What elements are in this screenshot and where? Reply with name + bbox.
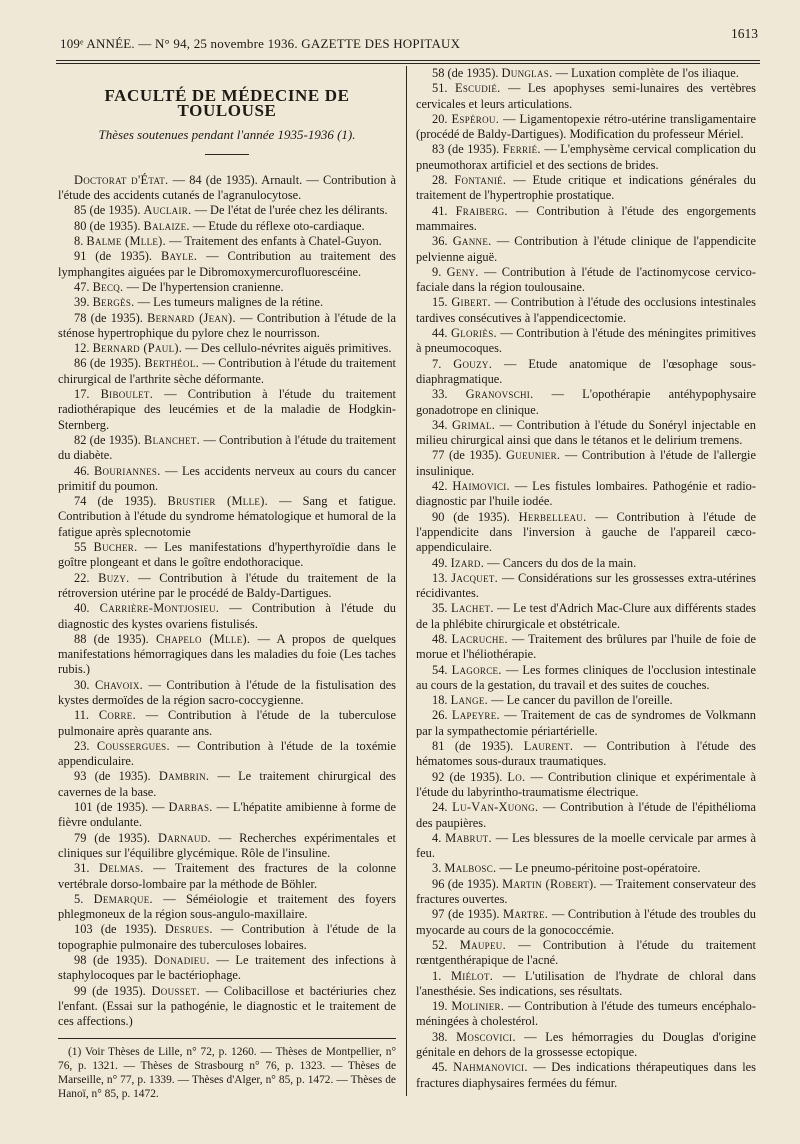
thesis-entry [416,387,756,418]
entry-title: — L'opothérapie antéhypophysaire gonadotrope en clinique. [416,387,756,417]
entry-title: — Séméiologie et traitement des foyers phlegmoneux de la région sous-angulo-maxillaire. [58,891,397,922]
right-entry-list [416,66,756,1091]
entry-title: — Les blessures de la moelle cervicale par armes à feu. [416,830,756,861]
entry-number: 35. [432,601,451,616]
entry-number: 5. [74,891,94,906]
thesis-entry [416,693,756,708]
entry-author: Martin (Robert). [502,876,597,891]
thesis-entry [58,234,396,249]
header-rule [56,60,760,64]
left-entry-list [58,173,396,1030]
thesis-entry [416,556,756,571]
entry-author: Darnaud. [157,830,211,845]
thesis-entry [58,571,396,602]
entry-title: — Contribution clinique et expérimentale à l'étude du labyrintho-traumatisme électrique. [416,769,757,799]
entry-number: 39. [74,295,93,310]
entry-title: — Contribution à l'étude du traitement chirurgical de l'arthrite sèche déformante. [58,356,397,386]
entry-number: 51. [432,81,455,96]
entry-number: 48. [432,631,452,646]
entry-title: — Les formes cliniques de l'occlusion intestinale au cours de la gestation, du travail et des suites de couches. [416,662,756,692]
entry-author: Mabrut. [445,830,492,845]
entry-number: 19. [432,999,452,1014]
entry-author: Lacruche. [451,631,508,646]
section-subtitle: Thèses soutenues pendant l'année 1935-1936 (1). [98,126,356,142]
entry-title: — L'emphysème cervical complication du pneumothorax artificiel et des sections de brides. [416,142,756,172]
entry-author: Biboulet. [100,387,154,402]
entry-title: — Contribution à l'étude de l'appendicite dans l'inversion à gauche de l'appareil cæco-appendiculaire. [416,509,756,555]
entry-number: 49. [432,555,451,570]
entry-author: Bucher. [93,540,138,555]
entry-author: Espérou. [451,111,500,126]
thesis-entry [416,739,756,770]
entry-number: 42. [432,479,453,494]
entry-title: — Ligamentopexie rétro-utérine transligamentaire (procédé de Baldy-Dartigues). Modification du professeur Mériel. [416,111,756,142]
thesis-entry [416,234,756,265]
entry-author: Gouzy. [453,356,493,371]
entry-title: — Contribution à l'étude du Sonéryl injectable en milieu chirurgical ainsi que dans le tétanos et le delirium tremens. [416,417,756,448]
thesis-entry [58,249,396,280]
entry-title: — Sang et fatigue. Contribution à l'étude du syndrome hématologique et humoral de la fatigue après splecnotomie [58,494,397,539]
entry-author: Lo. [507,769,526,784]
page-number: 1613 [731,26,758,41]
thesis-entry [416,831,756,862]
entry-title: — Contribution au traitement des lymphangites aiguées par le Dibromoxymercurofluorescéine. [58,249,397,279]
thesis-entry [416,510,756,556]
entry-number: 80 (de 1935). [74,218,144,233]
entry-title: — Contribution à l'étude de l'allergie insulinique. [416,448,756,478]
thesis-entry [416,632,756,663]
entry-author: Delmas. [99,861,144,876]
entry-title: — Contribution à l'étude de la toxémie appendiculaire. [58,738,397,769]
entry-title: — Contribution à l'étude du traitement rœntgenthérapique de l'acné. [416,937,756,968]
entry-author: Gibert. [451,295,491,310]
entry-title: — Contribution à l'étude du diagnostic des kystes ovariens fistulisés. [58,601,396,631]
entry-author: Fontanié. [454,173,507,188]
entry-number: 36. [432,234,453,249]
thesis-entry [416,357,756,388]
thesis-entry [58,356,396,387]
thesis-entry [416,800,756,831]
entry-title: — Traitement des brûlures par l'huile de foie de morue et l'héliothérapie. [416,631,756,662]
entry-title: — Traitement conservateur des fractures ouvertes. [416,876,756,907]
entry-number: 77 (de 1935). [432,448,507,463]
thesis-entry [58,678,396,709]
entry-author: Maupeu. [459,937,506,952]
thesis-entry [416,66,756,81]
entry-number: 58 (de 1935). [432,66,502,80]
entry-number: 7. [432,356,454,371]
entry-number: 101 (de 1935). — [74,800,169,815]
thesis-entry [58,953,396,984]
thesis-entry [58,311,396,342]
entry-number: 11. [74,708,99,723]
entry-number: 90 (de 1935). [432,509,519,524]
entry-author: Coussergues. [96,738,170,753]
entry-number: 24. [432,800,453,815]
entry-number: 55 [74,540,94,555]
entry-title: — Colibacillose et bactériuries chez l'enfant. (Essai sur la pathogénie, le diagnostic et le traitement de ces affections.) [58,983,396,1029]
entry-author: Blanchet. [144,432,201,447]
entry-title: — Contribution à l'étude des engorgements mammaires. [416,203,756,233]
entry-title: — Considérations sur les grossesses extra-utérines récidivantes. [416,570,756,601]
entry-title: — Traitement de cas de syndromes de Volkmann par la sympathectomie périartérielle. [416,708,756,738]
entry-title: — Etude anatomique de l'œsophage sous-diaphragmatique. [416,356,756,386]
entry-number: 79 (de 1935). [74,830,158,845]
entry-author: Buzy. [98,570,130,585]
entry-author: Haimovici. [452,479,510,494]
thesis-entry [58,831,396,862]
entry-title: — Le cancer du pavillon de l'oreille. [488,693,673,708]
entry-title: — Le traitement des infections à staphylocoques par le bactériophage. [58,953,396,983]
entry-author: Nahmanovici. [453,1060,528,1075]
entry-number: 22. [74,570,99,585]
entry-number: 88 (de 1935). [74,631,156,646]
entry-number: 98 (de 1935). [74,953,155,968]
thesis-entry [416,81,756,112]
entry-title: — Les fistules lombaires. Pathogénie et radio-diagnostic par l'huile iodée. [416,479,756,509]
thesis-entry [58,922,396,953]
entry-number: 23. [74,738,97,753]
thesis-entry [58,341,396,356]
entry-author: Izard. [450,555,485,570]
entry-number: 8. [74,234,87,249]
entry-author: Bernard (Jean). [147,310,236,325]
entry-title: — Contribution à l'étude des méningites primitives à pneumocoques. [416,326,756,356]
thesis-entry [58,540,396,571]
entry-number: 54. [432,662,452,677]
entry-number: 17. [74,387,101,402]
entry-author: Chavoix. [94,677,144,692]
thesis-entry [58,769,396,800]
thesis-entry [416,1060,756,1091]
entry-number: 40. [74,601,100,616]
entry-author: Bernard (Paul). [92,341,183,356]
entry-title: — Contribution à l'étude de la sténose hypertrophique du pylore chez le nourrisson. [58,310,396,340]
entry-number: 91 (de 1935). [74,249,161,264]
entry-title: — Des cellulo-névrites aiguës primitives. [182,341,392,356]
entry-author: Lu-Van-Xuong. [452,800,539,815]
entry-author: Becq. [92,279,124,294]
left-column [58,66,396,1101]
entry-number: 1. [432,968,451,983]
thesis-entry [58,295,396,310]
entry-title: — De l'hypertension cranienne. [123,279,284,294]
entry-author: Molinier. [451,999,505,1014]
entry-author: Donadieu. [154,953,210,968]
entry-number: 81 (de 1935). [432,739,524,754]
entry-author: Martre. [503,907,549,922]
entry-title: — Contribution à l'étude de la fistulisation des kystes dermoïdes de la région sacro-coccygienne. [58,677,396,707]
entry-title: — L'hépatite amibienne à forme de fièvre ondulante. [58,800,396,830]
thesis-entry [416,479,756,510]
entry-author: Bergès. [92,295,135,310]
thesis-entry [58,280,396,295]
entry-author: Moscovici. [456,1029,516,1044]
entry-title: — Contribution à l'étude du traitement du diabète. [58,432,397,463]
entry-number: 3. [432,861,445,876]
entry-author: Lapeyre. [451,708,500,723]
entry-title: — Contribution à l'étude de la tuberculose pulmonaire après quarante ans. [58,708,396,738]
entry-author: Brustier (Mlle). [167,494,269,509]
entry-author: Dambrin. [158,769,210,784]
thesis-entry [416,326,756,357]
entry-author: Balme (Mlle). [86,234,167,249]
entry-author: Chapelo (Mlle). [155,631,251,646]
entry-title: — Traitement des fractures de la colonne vertébrale dorso-lombaire par la méthode de Böhler. [58,861,396,891]
entry-title: — Le pneumo-péritoine post-opératoire. [496,861,701,876]
entry-title: — Contribution à l'étude de la topographie pulmonaire des tuberculoses lobaires. [58,922,396,952]
entry-author: Dousset. [151,983,200,998]
entry-number: 13. [432,570,452,585]
right-column [416,66,756,1091]
entry-author: Desrues. [164,922,213,937]
entry-title: — A propos de quelques manifestations hémorragiques dans les maladies du foie (Les taches rubis.) [58,631,396,677]
thesis-entry [58,892,396,923]
entry-number: 103 (de 1935). [74,922,165,937]
entry-title: — Etude critique et indications générales du traitement de l'hypertrophie prostatique. [416,173,756,203]
entry-number: 4. [432,830,446,845]
thesis-entry [58,739,396,770]
title-rule [205,154,249,155]
thesis-entry [416,999,756,1030]
running-head: 109ᵉ ANNÉE. — N° 94, 25 novembre 1936. GAZETTE DES HOPITAUX [60,36,461,51]
entry-title: — Les tumeurs malignes de la rétine. [134,295,324,310]
entry-title: — Contribution à l'étude de l'actinomycose cervico-faciale dans la région toulousaine. [416,264,756,295]
thesis-entry [58,387,396,433]
entry-number: 18. [432,693,451,708]
entry-number: 34. [432,417,453,432]
entry-number: 20. [432,111,452,126]
entry-title: — Luxation complète de l'os iliaque. [552,66,739,80]
thesis-entry [58,861,396,892]
entry-author: Fraiberg. [455,203,508,218]
entry-number: 44. [432,326,451,341]
entry-author: Lange. [450,693,489,708]
entry-title: — Contribution à l'étude du traitement radiothérapique des leucémies et de la maladie de Hodgkin-Sternberg. [58,387,396,432]
entry-author: Geny. [446,264,479,279]
entry-title: — Les manifestations d'hyperthyroïdie dans le goître plongeant et dans le goître endothoracique. [58,540,396,570]
entry-author: Carrière-Montjosieu. [99,601,220,616]
entry-title: — Les apophyses semi-lunaires des vertèbres cervicales et leurs articulations. [416,81,756,111]
entry-author: Granovschi. [465,387,534,402]
entry-title: — Contribution à l'étude du traitement de la rétroversion utérine par le procédé de Baldy-Dartigues. [58,570,396,600]
entry-author: Lachet. [450,601,494,616]
entry-title: — Le traitement chirurgical des cavernes de la base. [58,769,396,799]
entry-author: Ganne. [452,234,492,249]
entry-author: Dunglas. [501,66,553,80]
entry-title: — Contribution à l'étude des tumeurs encéphalo-méningées à cholestérol. [416,999,756,1029]
thesis-entry [416,142,756,173]
entry-title: — Cancers du dos de la main. [484,555,637,570]
entry-number: 31. [74,861,99,876]
entry-number: 99 (de 1935). [74,983,152,998]
footnote-rule [58,1038,396,1039]
thesis-entry [58,464,396,495]
thesis-entry [58,601,396,632]
entry-number: 28. [432,173,455,188]
entry-author: Malbosc. [444,861,497,876]
entry-author: Corre. [98,708,136,723]
entry-author: Miélot. [450,968,494,983]
entry-author: Auclair. [143,203,192,218]
entry-title: — 84 (de 1935). Arnault. — Contribution à l'étude des accidents cutanés de l'agranulocytose. [58,172,396,203]
thesis-entry [58,494,396,540]
entry-author: Herbelleau. [518,509,587,524]
entry-author: Berthéol. [144,356,200,371]
thesis-entry [416,1030,756,1061]
entry-author: Gloriès. [450,326,497,341]
entry-number: 74 (de 1935). [74,494,168,509]
entry-number: 97 (de 1935). [432,907,504,922]
entry-title: — L'utilisation de l'hydrate de chloral dans l'anesthésie. Ses indications, ses résultats. [416,968,756,998]
entry-title: — Contribution à l'étude des hématomes sous-duraux traumatiques. [416,739,756,769]
entry-author: Bayle. [160,249,198,264]
thesis-entry [416,708,756,739]
entry-author: Balaize. [143,218,190,233]
thesis-entry [416,448,756,479]
entry-title: — Etude du réflexe oto-cardiaque. [189,218,365,233]
entry-number: 15. [432,295,452,310]
thesis-entry [58,984,396,1030]
thesis-entry [58,203,396,218]
thesis-entry [416,112,756,143]
entry-author: Escudié. [454,81,501,96]
thesis-entry [58,219,396,234]
entry-title: — Contribution à l'étude de l'épithélioma des paupières. [416,800,756,830]
thesis-entry [58,433,396,464]
thesis-entry [58,632,396,678]
thesis-entry [416,173,756,204]
entry-number: 41. [432,203,456,218]
entry-number: 78 (de 1935). [74,310,148,325]
thesis-entry [416,265,756,296]
entry-author: Darbas. [168,800,213,815]
thesis-entry [416,969,756,1000]
thesis-entry [416,418,756,449]
entry-author: Doctorat d'État. [74,172,169,187]
thesis-entry [416,571,756,602]
entry-number: 82 (de 1935). [74,432,145,447]
entry-title: — Le test d'Adrich Mac-Clure aux différents stades de la phlébite chirurgicale et obstétricale. [416,601,756,631]
entry-number: 83 (de 1935). [432,142,503,157]
entry-author: Demarque. [93,891,153,906]
thesis-entry [58,173,396,204]
footnote: (1) Voir Thèses de Lille, n° 72, p. 1260. — Thèses de Montpellier, n° 76, p. 1321. — Thèses de Strasbourg n° 76, p. 1323. — Thèses de Marseille, n° 77, p. 1339. — Thèses d'Alger, n° 85, p. 1472. — Thèses de Hanoï, n° 85, p. 1472. [58,1045,396,1100]
entry-number: 45. [432,1060,454,1075]
thesis-entry [416,938,756,969]
thesis-entry [416,204,756,235]
entry-number: 85 (de 1935). [74,203,144,218]
entry-number: 52. [432,937,460,952]
thesis-entry [416,663,756,694]
entry-number: 33. [432,387,466,402]
entry-number: 26. [432,708,452,723]
entry-number: 92 (de 1935). [432,769,508,784]
entry-title: — Traitement des enfants à Chatel-Guyon. [166,234,382,249]
entry-title: — Recherches expérimentales et cliniques sur l'équilibre glycémique. Rôle de l'insuline. [58,830,397,860]
entry-title: — Les hémorragies du Douglas d'origine génitale en dehors de la grossesse ectopique. [416,1029,756,1059]
thesis-entry [416,295,756,326]
thesis-entry [416,907,756,938]
entry-number: 30. [74,677,95,692]
entry-number: 9. [432,264,447,279]
entry-number: 96 (de 1935). [432,876,503,891]
entry-author: Lagorce. [451,662,502,677]
entry-number: 46. [74,463,94,478]
entry-title: — De l'état de l'urée chez les délirants. [191,203,388,218]
entry-number: 38. [432,1029,457,1044]
entry-title: — Des indications thérapeutiques dans les fractures diaphysaires fermées du fémur. [416,1060,756,1090]
entry-number: 47. [74,279,93,294]
entry-title: — Contribution à l'étude des occlusions intestinales tardives consécutives à l'appendicectomie. [416,295,756,325]
entry-author: Bouriannes. [93,463,161,478]
entry-number: 86 (de 1935). [74,356,145,371]
thesis-entry [416,861,756,876]
column-divider [406,66,407,1096]
entry-title: — Les accidents nerveux au cours du cancer primitif du poumon. [58,463,396,493]
page-header [56,26,760,56]
entry-title: — Contribution à l'étude des troubles du myocarde au cours de la gonococcémie. [416,907,756,937]
entry-title: — Contribution à l'étude clinique de l'appendicite pelvienne aiguë. [416,234,756,264]
thesis-entry [416,601,756,632]
entry-number: 93 (de 1935). [74,769,159,784]
thesis-entry [416,770,756,801]
entry-author: Ferrié. [502,142,541,157]
entry-author: Jacquet. [451,570,499,585]
thesis-entry [58,708,396,739]
entry-number: 12. [74,341,93,356]
entry-author: Laurent. [523,739,574,754]
section-title: FACULTÉ DE MÉDECINE DE TOULOUSE [104,86,350,121]
entry-author: Grimal. [452,417,496,432]
thesis-entry [416,877,756,908]
entry-author: Gueunier. [506,448,561,463]
thesis-entry [58,800,396,831]
